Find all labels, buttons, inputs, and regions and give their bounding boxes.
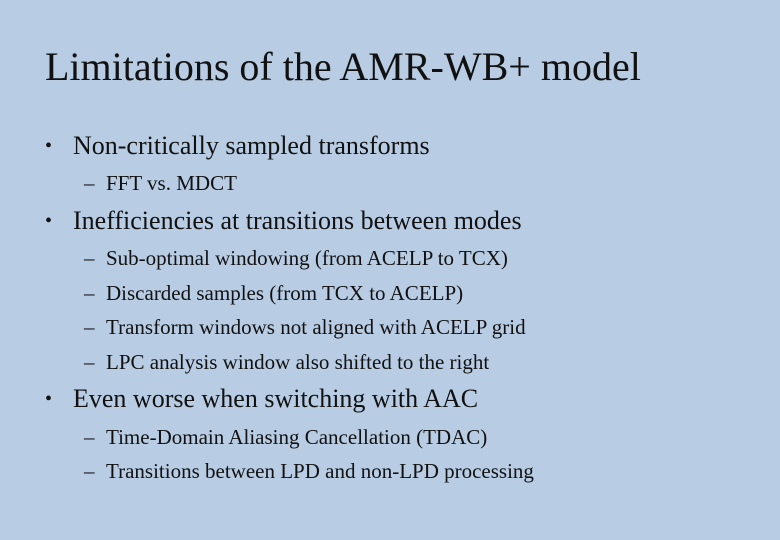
bullet-item — [45, 383, 478, 415]
sub-bullet-item — [84, 313, 526, 341]
bullet-marker: • — [45, 388, 53, 410]
sub-bullet-item — [84, 169, 237, 197]
sub-bullet-text: Time-Domain Aliasing Cancellation (TDAC) — [106, 425, 488, 449]
sub-bullet-item — [84, 457, 534, 485]
sub-bullet-item — [84, 279, 463, 307]
bullet-item — [45, 205, 522, 237]
sub-bullet-text: LPC analysis window also shifted to the right — [106, 350, 490, 374]
sub-bullet-item — [84, 423, 487, 451]
bullet-marker: • — [45, 135, 53, 157]
bullet-text: Inefficiencies at transitions between modes — [73, 206, 522, 235]
sub-bullet-item — [84, 244, 508, 272]
slide-title: Limitations of the AMR-WB+ model — [45, 44, 641, 89]
sub-bullet-marker: – — [84, 350, 95, 374]
sub-bullet-marker: – — [84, 171, 95, 195]
sub-bullet-text: Sub-optimal windowing (from ACELP to TCX) — [106, 246, 508, 270]
sub-bullet-text: Transitions between LPD and non-LPD processing — [106, 459, 534, 483]
sub-bullet-text: FFT vs. MDCT — [106, 171, 237, 195]
sub-bullet-text: Discarded samples (from TCX to ACELP) — [106, 281, 464, 305]
sub-bullet-marker: – — [84, 246, 95, 270]
sub-bullet-marker: – — [84, 315, 95, 339]
bullet-text: Non-critically sampled transforms — [73, 131, 430, 160]
sub-bullet-item — [84, 348, 489, 376]
sub-bullet-marker: – — [84, 425, 95, 449]
bullet-text: Even worse when switching with AAC — [73, 384, 479, 413]
bullet-item — [45, 130, 430, 162]
sub-bullet-marker: – — [84, 459, 95, 483]
bullet-marker: • — [45, 210, 53, 232]
sub-bullet-text: Transform windows not aligned with ACELP grid — [106, 315, 526, 339]
sub-bullet-marker: – — [84, 281, 95, 305]
